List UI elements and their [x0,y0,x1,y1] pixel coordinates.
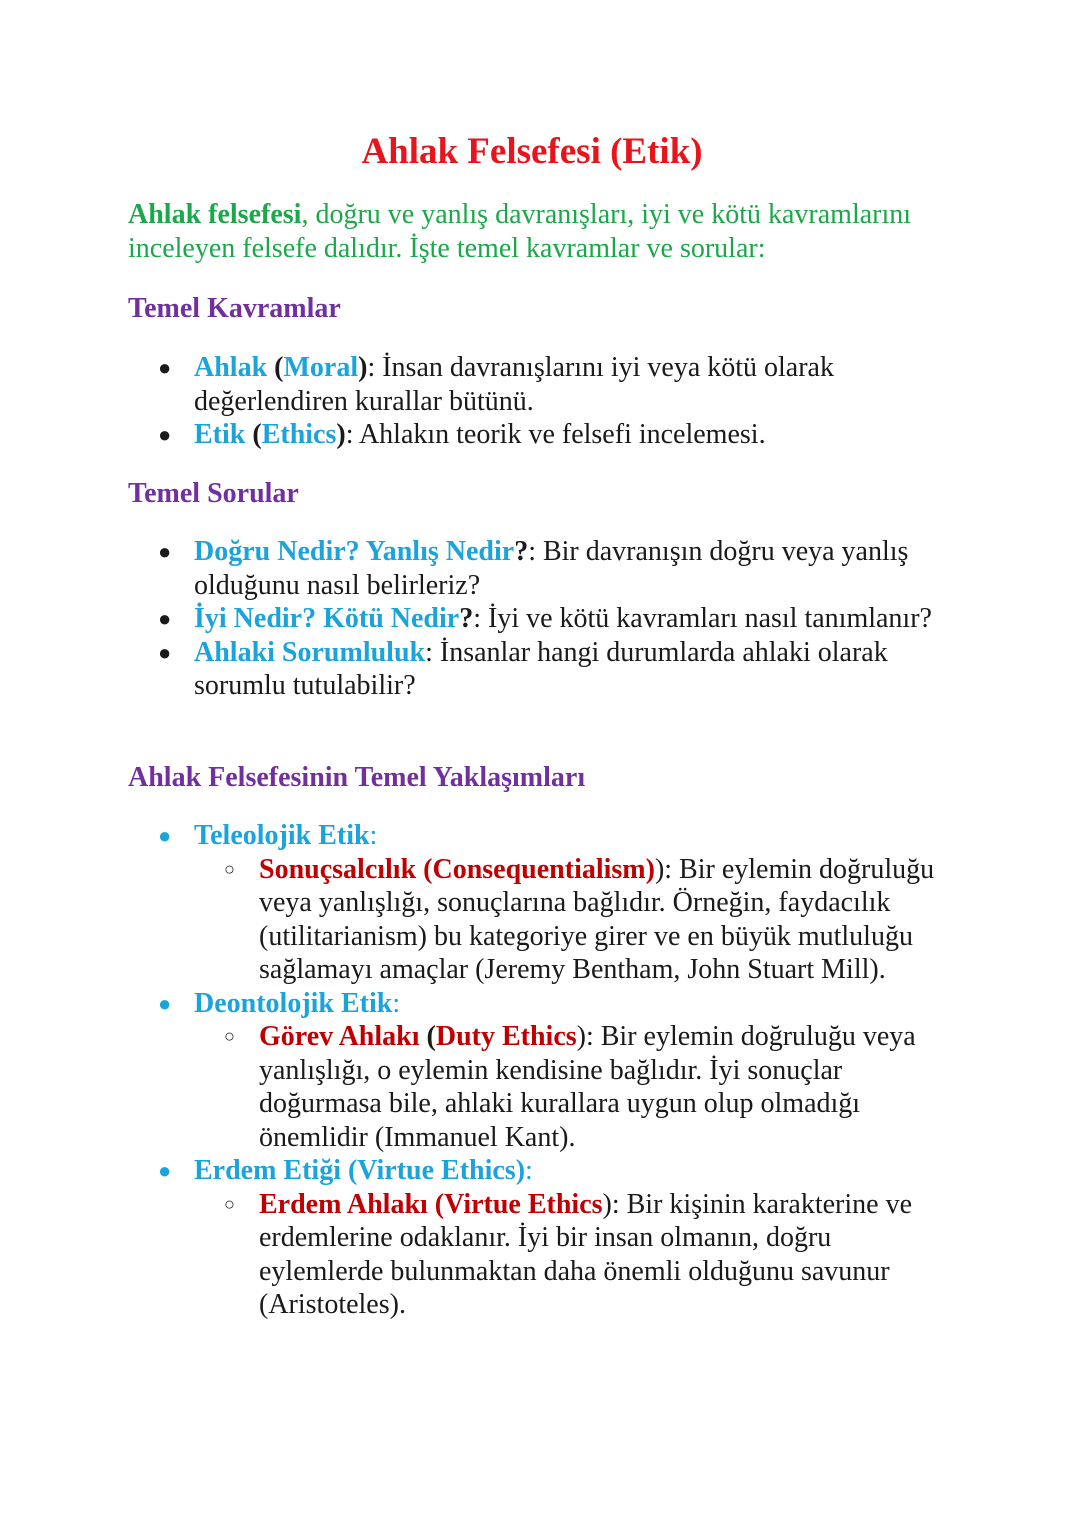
term-erdem-ahlaki: Erdem Ahlakı (Virtue Ethics [259,1188,603,1220]
item-text: : Ahlakın teorik ve felsefi incelemesi. [345,419,766,450]
sub-text: ): Bir kişinin karakterine ve erdemlerine odaklanır. İyi bir insan olmanın, doğru eylemlerde bulunmaktan daha önemli olduğunu savunur (Aristoteles). [259,1188,912,1320]
bullet-icon: ● [158,990,172,1016]
approach-colon: : [525,1155,533,1186]
circle-bullet-icon: ○ [224,1026,235,1046]
sub-list [194,1020,958,1154]
approach-label-teleolojik: Teleolojik Etik [194,820,370,851]
item-text: : Bir davranışın doğru veya yanlış olduğunu nasıl belirleriz? [194,536,909,601]
list-item [128,351,958,418]
paren-close: ) [358,352,368,383]
approach-label-erdem: Erdem Etiği (Virtue Ethics) [194,1155,526,1186]
questions-list [128,535,958,703]
term-ahlaki-sorumluluk: Ahlaki Sorumluluk [194,636,426,668]
term-duty-ethics: Duty Ethics [435,1021,577,1052]
bullet-icon: ● [158,1158,172,1183]
circle-bullet-icon: ○ [224,858,235,879]
bullet-icon: ● [158,355,172,380]
list-item [128,535,958,602]
sub-list [194,853,958,987]
item-text: : İyi ve kötü kavramları nasıl tanımlanır? [473,603,932,634]
paren-open: ( [245,419,262,450]
paren-open: ( [267,352,284,383]
paren-close: ) [336,419,346,450]
paren-open: ( [419,1021,436,1052]
term-iyi-kotu: İyi Nedir? Kötü Nedir [194,603,460,634]
term-dogru-yanlis: Doğru Nedir? Yanlış Nedir [194,536,515,567]
bullet-icon: ● [158,639,172,665]
sub-list [194,1188,958,1322]
list-item [128,987,958,1155]
term-gorev-ahlaki: Görev Ahlakı [259,1021,420,1052]
bullet-icon: ● [158,539,172,564]
intro-paragraph [128,198,958,266]
term-moral: Moral [283,352,359,383]
circle-bullet-icon: ○ [224,1193,235,1214]
heading-temel-yaklasimlar: Ahlak Felsefesinin Temel Yaklaşımları [128,762,586,793]
question-mark: ? [514,536,529,567]
list-item [128,819,958,987]
list-item [128,418,958,452]
heading-temel-sorular: Temel Sorular [128,478,299,509]
term-ethics: Ethics [261,419,337,450]
heading-temel-kavramlar: Temel Kavramlar [128,293,341,324]
term-etik: Etik [194,419,246,450]
list-item [128,1154,958,1322]
approach-label-deontolojik: Deontolojik Etik [194,987,393,1019]
term-ahlak: Ahlak [194,352,268,383]
list-item [128,636,958,703]
sub-list-item [194,1188,958,1322]
approaches-list [128,819,958,1322]
sub-text: ): Bir eylemin doğruluğu veya yanlışlığı, o eylemin kendisine bağlıdır. İyi sonuçlar doğurmasa bile, ahlaki kurallara uygun olup olmadığı önemlidir (Immanuel Kant). [259,1021,916,1153]
approach-colon: : [369,820,378,851]
intro-text: , doğru ve yanlış davranışları, iyi ve kötü kavramlarını inceleyen felsefe dalıdır. İşte temel kavramlar ve sorular: [128,199,912,264]
question-mark: ? [459,603,474,634]
sub-list-item [194,853,958,987]
term-sonucsalcilik: Sonuçsalcılık (Consequentialism) [259,853,655,885]
intro-term: Ahlak felsefesi [128,199,302,230]
list-item [128,602,958,636]
concepts-list [128,351,958,452]
page-title: Ahlak Felsefesi (Etik) [361,131,703,172]
sub-list-item [194,1020,958,1154]
approach-colon: : [392,987,401,1019]
bullet-icon: ● [158,606,172,631]
item-text: : İnsanlar hangi durumlarda ahlaki olarak sorumlu tutulabilir? [194,636,888,701]
sub-text: ): Bir eylemin doğruluğu veya yanlışlığı, sonuçlarına bağlıdır. Örneğin, faydacılık (utilitarianism) bu kategoriye girer ve en büyük mutluluğu sağlamayı amaçlar (Jeremy Bentham, John Stuart Mill). [259,853,935,985]
bullet-icon: ● [158,823,172,848]
item-text: : İnsan davranışlarını iyi veya kötü olarak değerlendiren kurallar bütünü. [194,352,834,417]
bullet-icon: ● [158,422,172,447]
